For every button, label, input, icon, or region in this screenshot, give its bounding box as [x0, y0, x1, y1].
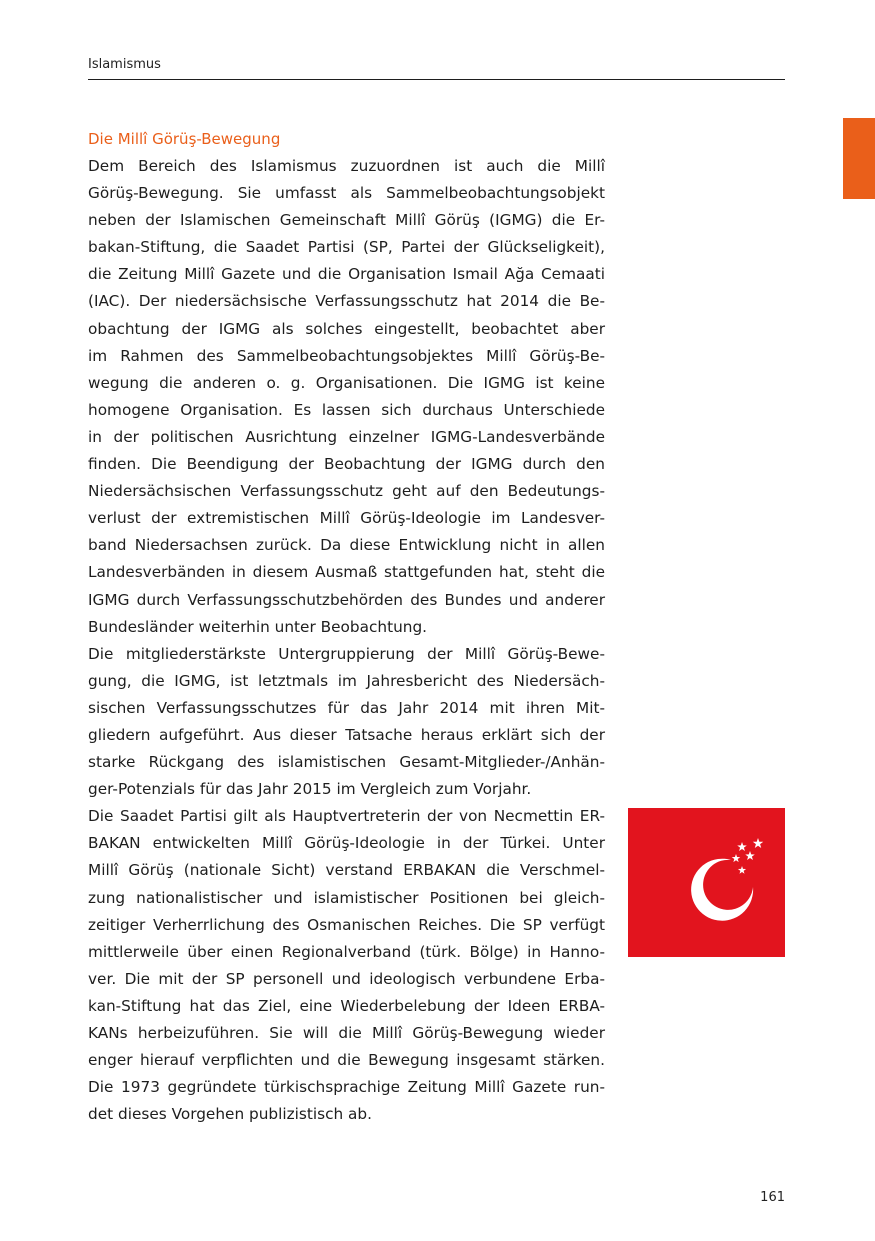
body-text — [88, 153, 605, 1128]
text-line: ger-Potenzials für das Jahr 2015 im Vergleich zum Vorjahr. — [88, 780, 532, 799]
text-line: kan-Stiftung hat das Ziel, eine Wiederbelebung der Ideen ERBA- — [88, 996, 605, 1015]
text-line: (IAC). Der niedersächsische Verfassungsschutz hat 2014 die Be- — [88, 292, 605, 311]
text-line: obachtung der IGMG als solches eingestellt, beobachtet aber — [88, 319, 605, 338]
body-paragraph — [88, 153, 605, 641]
section-title: Die Millî Görüş-Bewegung — [88, 130, 281, 148]
text-line: Görüş-Bewegung. Sie umfasst als Sammelbeobachtungsobjekt — [88, 184, 605, 203]
text-line: Die mitgliederstärkste Untergruppierung der Millî Görüş-Bewe- — [88, 644, 605, 663]
text-line: neben der Islamischen Gemeinschaft Millî Görüş (IGMG) die Er- — [88, 211, 605, 230]
text-line: bakan-Stiftung, die Saadet Partisi (SP, Partei der Glückseligkeit), — [88, 238, 605, 257]
header-divider — [88, 79, 785, 80]
text-line: Die Saadet Partisi gilt als Hauptvertreterin der von Necmettin ER- — [88, 807, 605, 826]
running-header: Islamismus — [88, 57, 161, 72]
text-line: in der politischen Ausrichtung einzelner IGMG-Landesverbände — [88, 427, 605, 446]
text-line: band Niedersachsen zurück. Da diese Entwicklung nicht in allen — [88, 536, 605, 555]
text-line: gliedern aufgeführt. Aus dieser Tatsache heraus erklärt sich der — [88, 725, 605, 744]
text-line: zeitiger Verherrlichung des Osmanischen Reiches. Die SP verfügt — [88, 915, 605, 934]
text-line: Die 1973 gegründete türkischsprachige Zeitung Millî Gazete run- — [88, 1078, 605, 1097]
page-number: 161 — [760, 1190, 785, 1205]
text-line: die Zeitung Millî Gazete und die Organisation Ismail Ağa Cemaati — [88, 265, 605, 284]
text-line: Dem Bereich des Islamismus zuzuordnen ist auch die Millî — [88, 157, 605, 175]
chapter-tab-marker — [843, 118, 875, 199]
text-line: Niedersächsischen Verfassungsschutz geht auf den Bedeutungs- — [88, 482, 605, 501]
text-line: Millî Görüş (nationale Sicht) verstand ERBAKAN die Verschmel- — [88, 861, 605, 880]
text-line: Bundesländer weiterhin unter Beobachtung. — [88, 617, 428, 636]
logo-graphic — [628, 808, 785, 957]
text-line: Landesverbänden in diesem Ausmaß stattgefunden hat, steht die — [88, 563, 605, 582]
text-line: finden. Die Beendigung der Beobachtung der IGMG durch den — [88, 455, 605, 474]
body-paragraph — [88, 803, 605, 1128]
text-line: enger hierauf verpflichten und die Bewegung insgesamt stärken. — [88, 1051, 605, 1070]
text-line: verlust der extremistischen Millî Görüş-Ideologie im Landesver- — [88, 509, 605, 528]
saadet-partisi-logo — [628, 808, 785, 957]
text-line: ver. Die mit der SP personell und ideologisch verbundene Erba- — [88, 969, 605, 988]
text-line: starke Rückgang des islamistischen Gesamt-Mitglieder-/Anhän- — [88, 753, 605, 772]
text-line: KANs herbeizuführen. Sie will die Millî Görüş-Bewegung wieder — [88, 1024, 605, 1042]
text-line: sischen Verfassungsschutzes für das Jahr 2014 mit ihren Mit- — [88, 698, 605, 717]
text-line: det dieses Vorgehen publizistisch ab. — [88, 1105, 373, 1124]
text-line: BAKAN entwickelten Millî Görüş-Ideologie in der Türkei. Unter — [88, 834, 605, 853]
text-line: gung, die IGMG, ist letztmals im Jahresbericht des Niedersäch- — [88, 671, 605, 690]
text-line: zung nationalistischer und islamistischer Positionen bei gleich- — [88, 888, 605, 907]
text-line: mittlerweile über einen Regionalverband (türk. Bölge) in Hanno- — [88, 942, 605, 961]
text-line: im Rahmen des Sammelbeobachtungsobjektes Millî Görüş-Be- — [88, 346, 605, 365]
text-line: homogene Organisation. Es lassen sich durchaus Unterschiede — [88, 400, 605, 419]
text-line: wegung die anderen o. g. Organisationen. Die IGMG ist keine — [88, 373, 605, 392]
text-line: IGMG durch Verfassungsschutzbehörden des Bundes und anderer — [88, 590, 605, 609]
body-paragraph — [88, 641, 605, 804]
